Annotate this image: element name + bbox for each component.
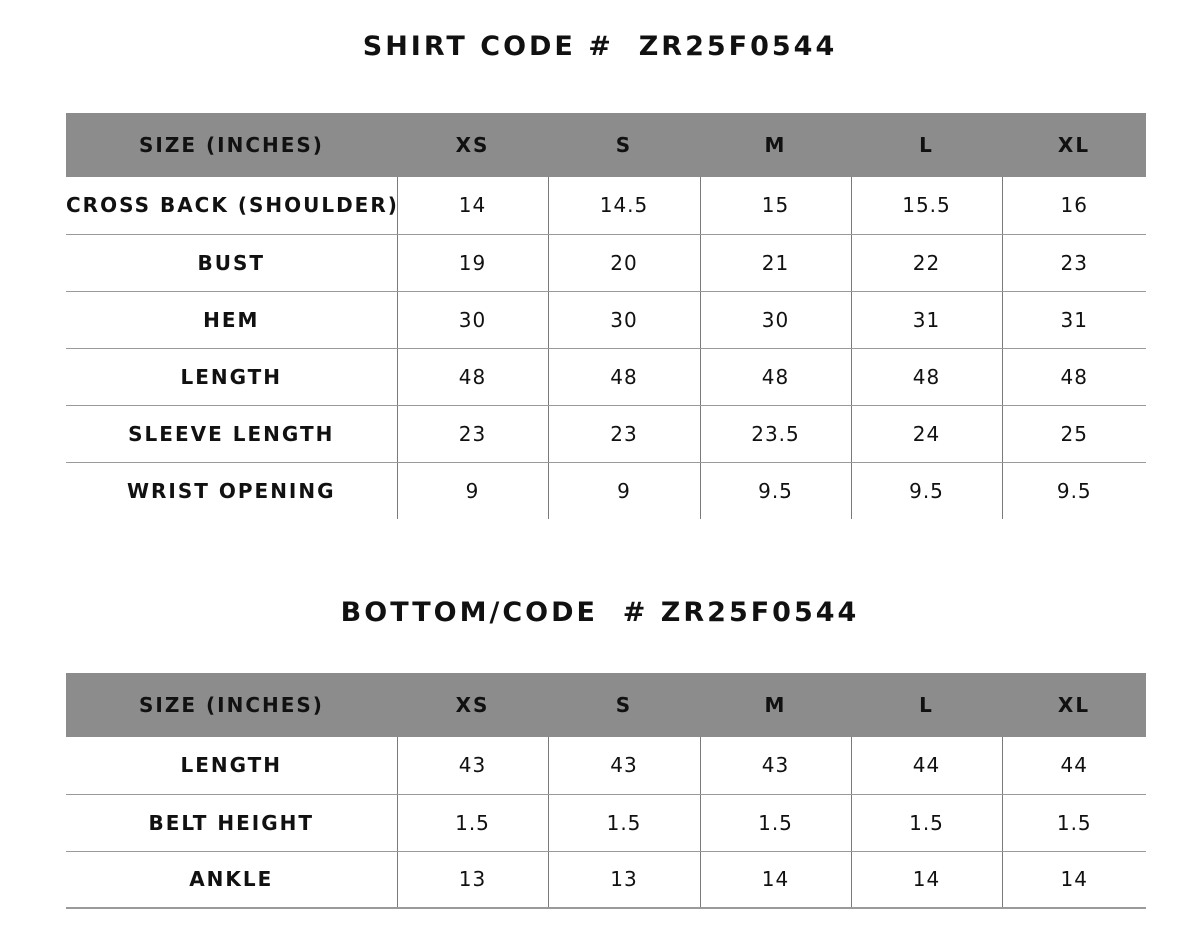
cell-m: 30 [700,291,851,348]
cell-s: 23 [548,405,700,462]
header-size-xl: XL [1057,133,1091,157]
cell-l: 22 [851,234,1002,291]
cell-xl: 9.5 [1002,462,1146,519]
row-label: WRIST OPENING [126,478,336,503]
cell-m: 9.5 [700,462,851,519]
cell-xl: 25 [1002,405,1146,462]
cell-xl: 1.5 [1002,794,1146,851]
table-row [66,234,1146,291]
cell-s: 30 [548,291,700,348]
row-label: BUST [66,234,397,291]
cell-xl: 14 [1002,851,1146,908]
header-size-s: S [615,133,633,157]
cell-xl: 23 [1002,234,1146,291]
bottom-size-chart-title: BOTTOM/CODE # ZR25F0544 [340,597,860,628]
cell-m: 21 [700,234,851,291]
table-row [66,794,1146,851]
cell-s: 13 [548,851,700,908]
header-size-xs: XS [455,133,490,157]
cell-s: 48 [548,348,700,405]
shirt-size-chart-title: SHIRT CODE # ZR25F0544 [362,31,838,62]
row-label: ANKLE [66,851,397,908]
row-label: CROSS BACK (SHOULDER) [66,177,397,234]
cell-xl: 16 [1002,177,1146,234]
header-size-m: M [764,693,787,717]
table-header-row [66,673,1146,737]
table-header-row [66,113,1146,177]
cell-m: 15 [700,177,851,234]
cell-xs: 9 [397,462,548,519]
cell-xl: 44 [1002,737,1146,794]
header-size-label: SIZE (INCHES) [139,133,324,157]
header-size-l: L [919,693,934,717]
cell-l: 14 [851,851,1002,908]
cell-s: 9 [548,462,700,519]
cell-l: 31 [851,291,1002,348]
row-label: LENGTH [66,348,397,405]
cell-xs: 43 [397,737,548,794]
header-size-xs: XS [455,693,490,717]
cell-m: 1.5 [700,794,851,851]
cell-xs: 30 [397,291,548,348]
cell-s: 43 [548,737,700,794]
table-row [66,737,1146,794]
cell-l: 24 [851,405,1002,462]
cell-l: 1.5 [851,794,1002,851]
header-size-s: S [615,693,633,717]
header-size-m: M [764,133,787,157]
cell-xs: 13 [397,851,548,908]
cell-xs: 23 [397,405,548,462]
header-size-label: SIZE (INCHES) [139,693,324,717]
row-label: HEM [66,291,397,348]
cell-m: 48 [700,348,851,405]
cell-xs: 48 [397,348,548,405]
cell-s: 1.5 [548,794,700,851]
row-label: SLEEVE LENGTH [66,405,397,462]
cell-s: 20 [548,234,700,291]
table-row [66,177,1146,234]
cell-m: 43 [700,737,851,794]
cell-m: 23.5 [700,405,851,462]
cell-xs: 1.5 [397,794,548,851]
cell-l: 9.5 [851,462,1002,519]
cell-l: 48 [851,348,1002,405]
table-row [66,462,1146,519]
row-label: BELT HEIGHT [66,794,397,851]
cell-xl: 31 [1002,291,1146,348]
row-label: LENGTH [66,737,397,794]
cell-l: 15.5 [851,177,1002,234]
table-row [66,405,1146,462]
table-row [66,851,1146,908]
cell-xl: 48 [1002,348,1146,405]
cell-s: 14.5 [548,177,700,234]
cell-m: 14 [700,851,851,908]
header-size-xl: XL [1057,693,1091,717]
header-size-l: L [919,133,934,157]
cell-xs: 19 [397,234,548,291]
table-row [66,348,1146,405]
bottom-size-table [66,673,1146,909]
cell-l: 44 [851,737,1002,794]
shirt-size-table [66,113,1146,519]
cell-xs: 14 [397,177,548,234]
table-row [66,291,1146,348]
